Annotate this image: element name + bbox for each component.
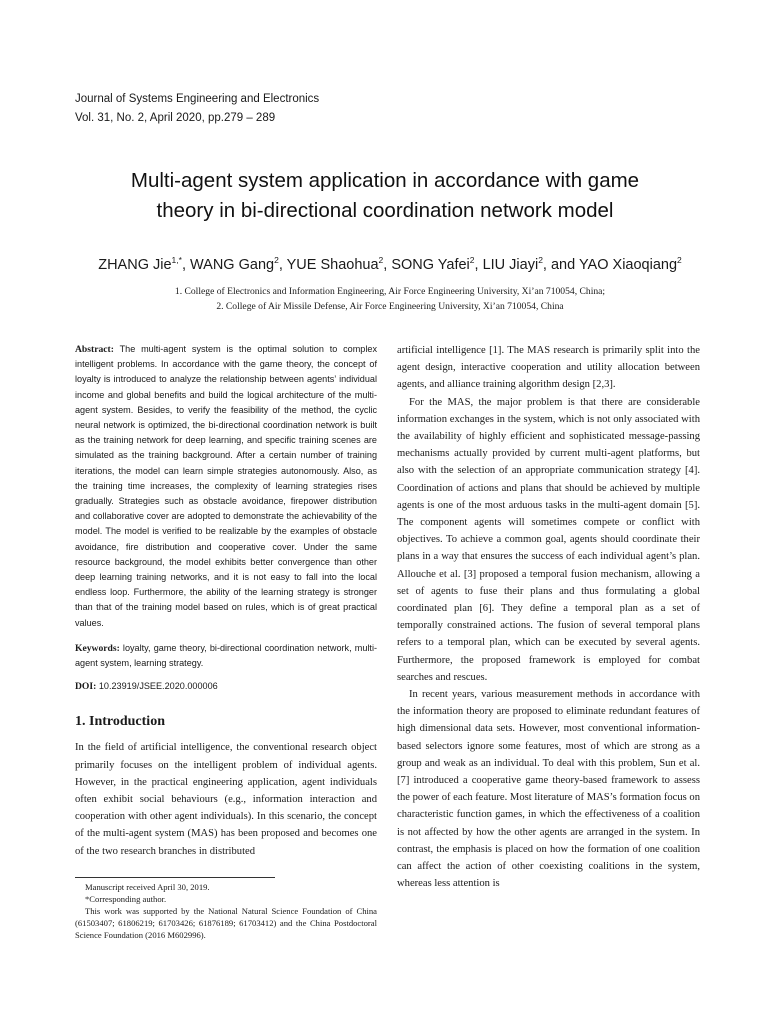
author: LIU Jiayi$^2$, and xyxy=(482,255,579,273)
abstract xyxy=(75,342,377,631)
abstract-text: The multi-agent system is the optimal solution to complex intelligent problems. In accordance with the game theory, the concept of loyalty is introduced to analyze the relationship between agents’ individual income and global benefits and build the logical architecture of the multi-agent system. Besides, to verify the feasibility of the method, the cyclic neural network is optimized, the bi-directional coordination network is built as the training network for deep learning, and specific training scenes are simulated as the training background. After a certain number of training iterations, the model can learn simple strategies autonomously. Also, as the training time increases, the complexity of learning strategies rises gradually. Strategies such as obstacle avoidance, firepower distribution and collaborative cover are adopted to demonstrate the achievability of the model. The model is verified to be realizable by the examples of obstacle avoidance, fire distribution and cooperative cover. Under the same resource background, the model exhibits better convergence than other deep learning training networks, and it is not easy to fall into the local endless loop. Furthermore, the ability of the learning strategy is stronger than that of the training model based on rules, which is of great practical values. xyxy=(75,344,377,628)
right-column xyxy=(397,342,700,893)
footnote-received: Manuscript received April 30, 2019. xyxy=(85,882,210,892)
author: YAO Xiaoqiang$^2$ xyxy=(578,255,682,273)
left-column xyxy=(75,342,377,860)
affiliation-2: 2. College of Air Missile Defense, Air Force Engineering University, Xi’an 710054, China xyxy=(216,301,564,312)
body-paragraph: For the MAS, the major problem is that there are considerable information exchanges in the system, which is not only associated with the availability of highly efficient and sophisticated message-passing mechanisms actually provided by current multi-agent platforms, but also with the selection of an appropriate communication strategy [4]. Coordination of actions and plans that should be achieved by multiple agents is one of the most arduous tasks in the multi-agent domain [5]. The component agents will sometimes compete or conflict with objectives. To achieve a common goal, agents should coordinate their plans in a way that ensures the success of each individual agent’s plan. Allouche et al. [3] proposed a temporal fusion mechanism, allowing a set of agents to fuse their plans and thus formulating a global coordinated plan [6]. They define a temporal plan as a set of temporally constrained actions. The fusion of several temporal plans refers to a temporal plan, which can be executed by several agents. Furthermore, the proposed framework is employed for combat searches and rescues. xyxy=(397,396,700,683)
author: WANG Gang$^2$, xyxy=(190,255,287,273)
journal-issue: Vol. 31, No. 2, April 2020, pp.279 – 289 xyxy=(75,112,276,124)
title-line-1: Multi-agent system application in accordance with game xyxy=(130,169,640,192)
author: SONG Yafei$^2$, xyxy=(391,255,483,273)
abstract-label: Abstract: xyxy=(75,344,114,355)
journal-header xyxy=(75,90,695,128)
footnotes xyxy=(75,881,377,941)
footnote-corresponding: *Corresponding author. xyxy=(85,894,167,904)
keywords xyxy=(75,641,377,671)
section-heading-introduction: 1. Introduction xyxy=(75,714,165,730)
affiliations xyxy=(40,284,740,314)
intro-paragraph-1: In the field of artificial intelligence, the conventional research object primarily focuses on the intelligent problem of individual agents. However, in the practical engineering application, agent individuals often exhibit social behaviours (e.g., information interaction and cooperation with other agent individuals). In this scenario, the concept of the multi-agent system (MAS) has been proposed and becomes one of the two research branches in distributed xyxy=(75,742,377,857)
affiliation-1: 1. College of Electronics and Information Engineering, Air Force Engineering University, Xi’an 710054, China; xyxy=(174,286,606,297)
paper-title xyxy=(60,166,710,226)
keywords-label: Keywords: xyxy=(75,642,120,654)
footnote-divider xyxy=(75,877,275,878)
body-paragraph: In recent years, various measurement methods in accordance with the information theory are proposed to eliminate redundant features of high dimensional data sets. However, most conventional information-based selectors ignore some features, most of which are strong as a group and weak as an individual. To deal with this problem, Sun et al. [7] introduced a cooperative game theory-based framework to assess the power of each feature. Most literature of MAS’s formation focus on characteristic function games, in which the effectiveness of a coalition is not affected by how the other agents are arranged in the system. In contrast, the emphasis is placed on how the formation of one coalition can affect the action of other coexisting coalitions in the system, whereas less attention is xyxy=(397,689,701,890)
doi xyxy=(75,679,377,694)
footnote-funding: This work was supported by the National Natural Science Foundation of China (61503407; 61806219; 61703426; 61876189; 61703412) and the China Postdoctoral Science Foundation (2016 M602996). xyxy=(75,906,377,940)
author: ZHANG Jie$^{1,*}$, xyxy=(98,255,191,273)
keywords-text: loyalty, game theory, bi-directional coordination network, multi-agent system, learning strategy. xyxy=(75,642,378,669)
author-list xyxy=(40,255,740,275)
doi-label: DOI: xyxy=(75,681,97,693)
body-paragraph: artificial intelligence [1]. The MAS research is primarily split into the agent design, interactive cooperation and utility allocation between agents, and alliance training algorithm design [2,3]. xyxy=(397,345,700,391)
title-line-2: theory in bi-directional coordination network model xyxy=(156,199,614,222)
author: YUE Shaohua$^2$, xyxy=(286,255,392,273)
journal-name: Journal of Systems Engineering and Electronics xyxy=(75,93,320,105)
doi-value: 10.23919/JSEE.2020.000006 xyxy=(98,681,218,692)
